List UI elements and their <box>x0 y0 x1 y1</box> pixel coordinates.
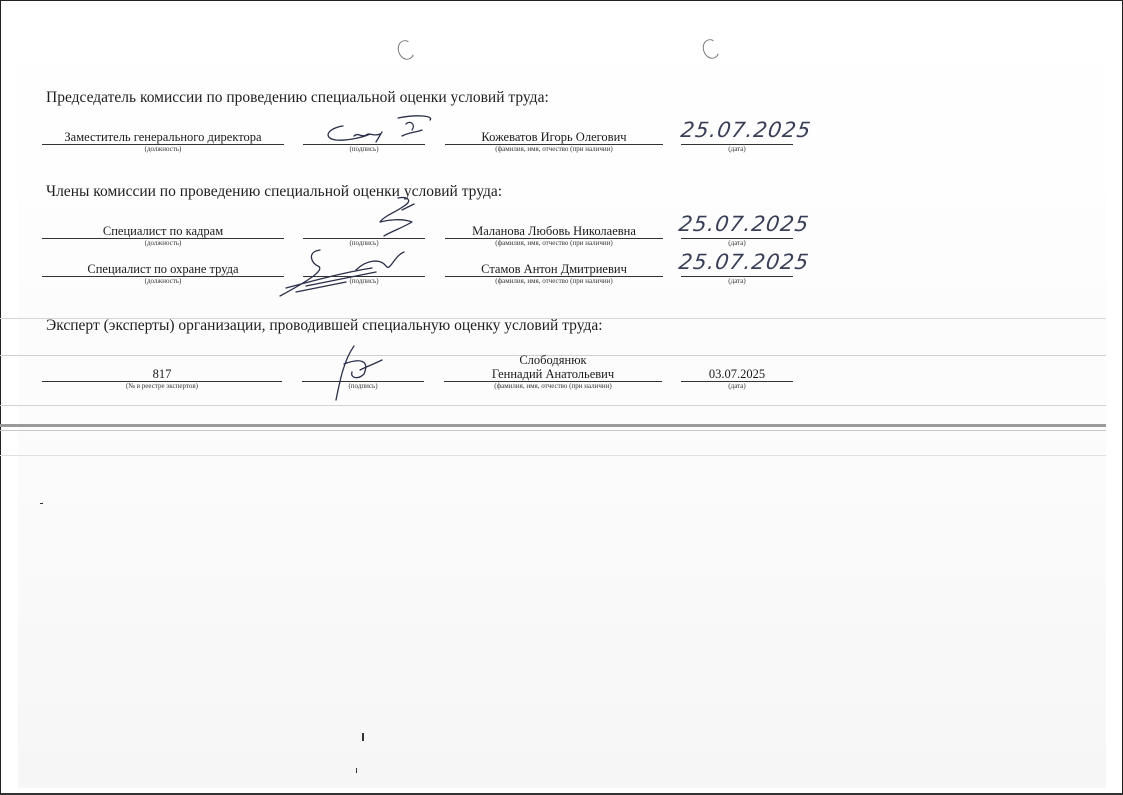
scan-line-4 <box>0 424 1106 427</box>
chair-name-caption: (фамилия, имя, отчество (при наличии) <box>495 145 613 153</box>
member1-signature <box>340 192 430 242</box>
member2-position-caption: (должность) <box>144 277 182 285</box>
expert-name-field <box>444 353 662 391</box>
member2-date-caption: (дата) <box>728 277 746 285</box>
member1-position: Специалист по кадрам <box>102 224 224 238</box>
member1-position-caption: (должность) <box>144 239 182 247</box>
scan-line-5 <box>0 430 1106 431</box>
member2-name-caption: (фамилия, имя, отчество (при наличии) <box>495 277 613 285</box>
chair-heading: Председатель комиссии по проведению специальной оценки условий труда: <box>46 89 549 106</box>
member2-signature-caption: (подпись) <box>349 277 379 285</box>
scan-speck-1 <box>362 733 364 741</box>
expert-surname: Слободянюк <box>519 353 587 367</box>
expert-signature-caption: (подпись) <box>348 382 378 390</box>
member1-date-handwritten: 25.07.2025 <box>677 212 811 236</box>
chair-signature <box>318 110 438 150</box>
member1-date-caption: (дата) <box>728 239 746 247</box>
scan-line-6 <box>0 455 1106 456</box>
chair-position: Заместитель генерального директора <box>64 130 262 144</box>
scan-speck-2 <box>356 768 357 773</box>
expert-date-field <box>681 367 793 391</box>
chair-signature-caption: (подпись) <box>349 145 379 153</box>
member1-signature-caption: (подпись) <box>349 239 379 247</box>
chair-date-handwritten: 25.07.2025 <box>679 118 813 142</box>
expert-heading: Эксперт (эксперты) организации, проводившей специальную оценку условий труда: <box>46 317 603 334</box>
chair-name-field <box>445 130 663 154</box>
member2-name-field <box>445 262 663 286</box>
chair-date-caption: (дата) <box>728 145 746 153</box>
member1-name: Маланова Любовь Николаевна <box>472 224 636 238</box>
expert-given-names: Геннадий Анатольевич <box>491 367 615 381</box>
expert-name-caption: (фамилия, имя, отчество (при наличии) <box>494 382 612 390</box>
member2-name: Стамов Антон Дмитриевич <box>481 262 627 276</box>
member2-date-handwritten: 25.07.2025 <box>677 250 811 274</box>
chair-name: Кожеватов Игорь Олегович <box>481 130 627 144</box>
expert-registry-number: 817 <box>152 367 172 381</box>
members-heading: Члены комиссии по проведению специальной оценки условий труда: <box>46 183 503 200</box>
scan-line-3 <box>0 405 1106 406</box>
member2-signature <box>276 242 416 302</box>
member1-name-field <box>445 224 663 248</box>
member1-position-field <box>42 224 284 248</box>
chair-position-caption: (должность) <box>144 145 182 153</box>
chair-position-field <box>42 130 284 154</box>
expert-registry-field <box>42 367 282 391</box>
expert-signature <box>330 340 390 402</box>
expert-date-caption: (дата) <box>728 382 746 390</box>
member2-position: Специалист по охране труда <box>87 262 239 276</box>
member2-position-field <box>42 262 284 286</box>
member1-name-caption: (фамилия, имя, отчество (при наличии) <box>495 239 613 247</box>
expert-date: 03.07.2025 <box>708 367 766 381</box>
scan-speck-3 <box>40 503 43 504</box>
expert-registry-caption: (№ в реестре экспертов) <box>125 382 198 390</box>
